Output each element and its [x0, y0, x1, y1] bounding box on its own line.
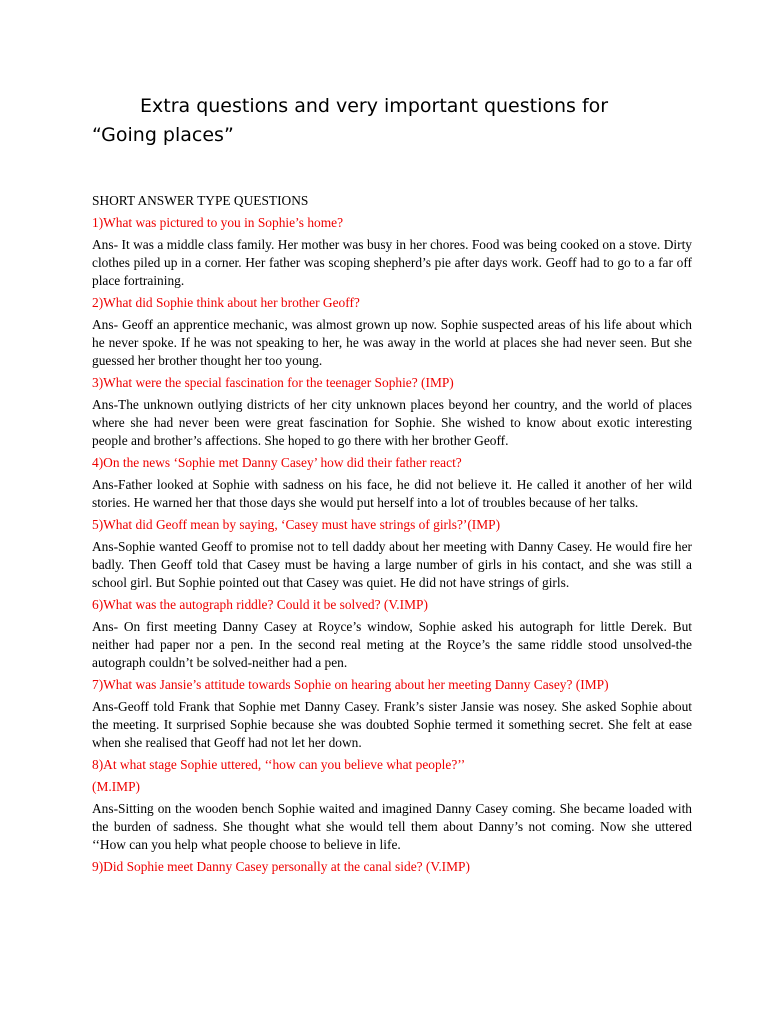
answer-8: Ans-Sitting on the wooden bench Sophie waited and imagined Danny Casey coming. She became loaded with the burden of sadness. She thought what she would tell them about Danny’s not coming. Now she uttered ‘‘How can you help what people choose to believe in life. — [92, 801, 692, 852]
question-2: 2)What did Sophie think about her brother Geoff? — [92, 295, 360, 310]
question-3: 3)What were the special fascination for the teenager Sophie? (IMP) — [92, 375, 454, 390]
answer-2: Ans- Geoff an apprentice mechanic, was almost grown up now. Sophie suspected areas of his life about which he never spoke. If he was not speaking to her, he was away in the world at places she had never seen. But she guessed her brother thought her too young. — [92, 317, 692, 368]
section-heading: SHORT ANSWER TYPE QUESTIONS — [92, 193, 309, 208]
document-body — [92, 192, 692, 880]
question-5: 5)What did Geoff mean by saying, ‘Casey must have strings of girls?’(IMP) — [92, 517, 501, 532]
answer-6: Ans- On first meeting Danny Casey at Royce’s window, Sophie asked his autograph for little Derek. But neither had paper nor a pen. In the second real meting at the Royce’s the same riddle stood unsolved-the autograph couldn’t be solved-neither had a pen. — [92, 619, 692, 670]
document-title — [92, 92, 712, 150]
question-6: 6)What was the autograph riddle? Could it be solved? (V.IMP) — [92, 597, 428, 612]
question-1: 1)What was pictured to you in Sophie’s home? — [92, 215, 344, 230]
answer-5: Ans-Sophie wanted Geoff to promise not to tell daddy about her meeting with Danny Casey. He would fire her badly. Then Geoff told that Casey must be having a large number of girls in his contact, and she was still a school girl. But Sophie pointed out that Casey was quiet. He did not have strings of girls. — [92, 539, 692, 590]
title-line-1: Extra questions and very important questions for — [140, 95, 609, 117]
answer-3: Ans-The unknown outlying districts of her city unknown places beyond her country, and the world of places where she had never been were great fascination for Sophie. She wished to know about exotic interesting people and brother’s affections. She hoped to go there with her brother Geoff. — [92, 397, 692, 448]
question-8: 8)At what stage Sophie uttered, ‘‘how can you believe what people?’’ — [92, 757, 466, 772]
question-8-importance: (M.IMP) — [92, 779, 140, 794]
question-7: 7)What was Jansie’s attitude towards Sophie on hearing about her meeting Danny Casey? (IMP) — [92, 677, 609, 692]
answer-7: Ans-Geoff told Frank that Sophie met Danny Casey. Frank’s sister Jansie was nosey. She asked Sophie about the meeting. It surprised Sophie because she was doubted Sophie termed it something secret. She felt at ease when she realised that Geoff had not let her down. — [92, 699, 692, 750]
question-9: 9)Did Sophie meet Danny Casey personally at the canal side? (V.IMP) — [92, 859, 470, 874]
answer-4: Ans-Father looked at Sophie with sadness on his face, he did not believe it. He called it another of her wild stories. He warned her that those days she would put herself into a lot of troubles because of her talks. — [92, 477, 692, 510]
title-line-2: “Going places” — [92, 124, 234, 146]
question-4: 4)On the news ‘Sophie met Danny Casey’ how did their father react? — [92, 455, 462, 470]
answer-1: Ans- It was a middle class family. Her mother was busy in her chores. Food was being cooked on a stove. Dirty clothes piled up in a corner. Her father was scoping shepherd’s pie after days work. Geoff had to go to a far off place fortraining. — [92, 237, 692, 288]
